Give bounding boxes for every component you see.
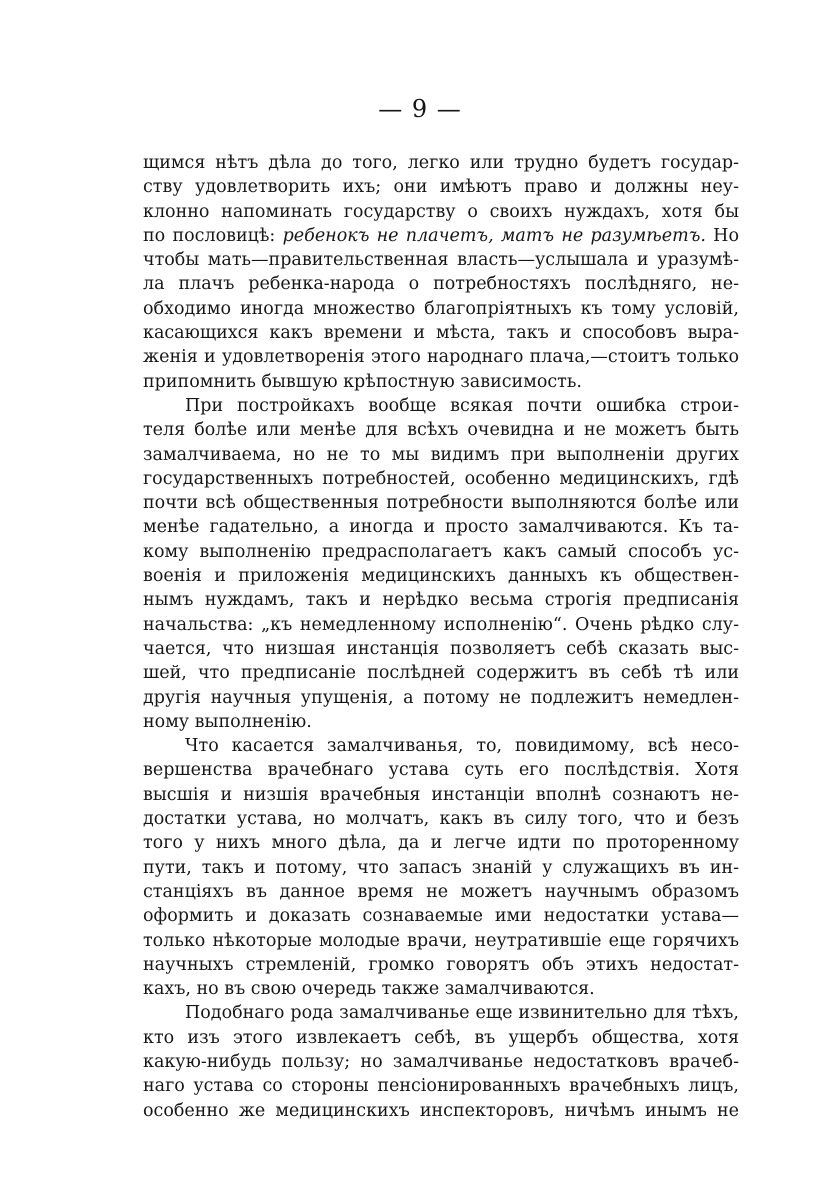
text-line: оформить и доказать сознаваемые ими недостатки устава— bbox=[143, 906, 739, 927]
text-line: того у нихъ много дѣла, да и легче идти по проторенному bbox=[143, 833, 739, 854]
text-line: военія и приложенія медицинскихъ данныхъ къ обществен- bbox=[143, 566, 739, 587]
text-line: Подобнаго рода замалчиванье еще извинительно для тѣхъ, bbox=[185, 1003, 739, 1024]
text-line: клонно напоминать государству о своихъ нуждахъ, хотя бы bbox=[143, 201, 739, 222]
text-line: высшія и низшія врачебныя инстанціи вполнѣ сознаютъ не- bbox=[143, 784, 739, 805]
text-line: государственныхъ потребностей, особенно медицинскихъ, гдѣ bbox=[143, 468, 739, 489]
text-line: обходимо иногда множество благопріятныхъ къ тому условій, bbox=[143, 298, 739, 319]
text-line: научныхъ стремленій, громко говорятъ объ этихъ недостат- bbox=[143, 954, 739, 975]
text-line: другія научныя упущенія, а потому не подлежитъ немедлен- bbox=[143, 687, 739, 708]
text-segment: Но bbox=[705, 225, 739, 246]
text-line: какую-нибудь пользу; но замалчиванье недостатковъ врачеб- bbox=[143, 1051, 739, 1072]
text-line: касающихся какъ времени и мѣста, такъ и способовъ выра- bbox=[143, 323, 739, 344]
proverb-italic: ребенокъ не плачетъ, матъ не разумѣетъ. bbox=[282, 225, 706, 246]
text-line: нымъ нуждамъ, такъ и нерѣдко весьма строгія предписанія bbox=[143, 590, 739, 611]
text-line: При постройкахъ вообще всякая почти ошибка строи- bbox=[185, 395, 739, 416]
text-line: припомнить бывшую крѣпостную зависимость. bbox=[143, 371, 582, 392]
text-segment: по пословицѣ: bbox=[143, 225, 283, 246]
text-line: пути, такъ и потому, что запасъ знаній у служащихъ въ ин- bbox=[143, 857, 739, 878]
text-line: замалчиваема, но не то мы видимъ при выполненіи других bbox=[143, 444, 739, 465]
text-line bbox=[143, 224, 739, 248]
text-line: вершенства врачебнаго устава суть его послѣдствія. Хотя bbox=[143, 760, 739, 781]
text-line: начальства: „къ немедленному исполненію“. Очень рѣдко слу- bbox=[143, 614, 739, 635]
body-text bbox=[143, 151, 739, 1123]
text-line: ству удовлетворить ихъ; они имѣютъ право и должны неу- bbox=[143, 177, 739, 198]
text-line: наго устава со стороны пенсіонированныхъ врачебныхъ лицъ, bbox=[143, 1076, 739, 1097]
text-line: Что касается замалчиванья, то, повидимому, всѣ несо- bbox=[185, 736, 739, 757]
text-line: кто изъ этого извлекаетъ себѣ, въ ущербъ общества, хотя bbox=[143, 1027, 739, 1048]
text-line: почти всѣ общественныя потребности выполняются болѣе или bbox=[143, 493, 739, 514]
text-line: ла плачъ ребенка-народа о потребностяхъ послѣдняго, не- bbox=[143, 274, 739, 295]
text-line: чается, что низшая инстанція позволяетъ себѣ сказать выс- bbox=[143, 638, 739, 659]
text-line: менѣе гадательно, а иногда и просто замалчиваются. Къ та- bbox=[143, 517, 739, 538]
text-line: женія и удовлетворенія этого народнаго плача,—стоитъ только bbox=[143, 347, 739, 368]
text-line: кому выполненію предрасполагаетъ какъ самый способъ ус- bbox=[143, 541, 739, 562]
text-line: кахъ, но въ свою очередь также замалчиваются. bbox=[143, 979, 595, 1000]
text-line: шей, что предписаніе послѣдней содержитъ въ себѣ тѣ или bbox=[143, 663, 739, 684]
page-number: — 9 — bbox=[378, 95, 462, 123]
text-line: щимся нѣтъ дѣла до того, легко или трудно будетъ государ- bbox=[143, 153, 739, 173]
text-line: достатки устава, но молчатъ, какъ въ силу того, что и безъ bbox=[143, 809, 739, 830]
text-line: чтобы мать—правительственная власть—услышала и уразумѣ- bbox=[143, 250, 739, 271]
text-line: теля болѣе или менѣе для всѣхъ очевидна и не можетъ быть bbox=[143, 420, 739, 441]
text-line: станціяхъ въ данное время не можетъ научнымъ образомъ bbox=[143, 881, 739, 902]
text-line: ному выполненію. bbox=[143, 711, 312, 732]
text-line: только нѣкоторые молодые врачи, неутратившіе еще горячихъ bbox=[143, 930, 739, 951]
text-line: особенно же медицинскихъ инспекторовъ, ничѣмъ инымъ не bbox=[143, 1100, 739, 1121]
